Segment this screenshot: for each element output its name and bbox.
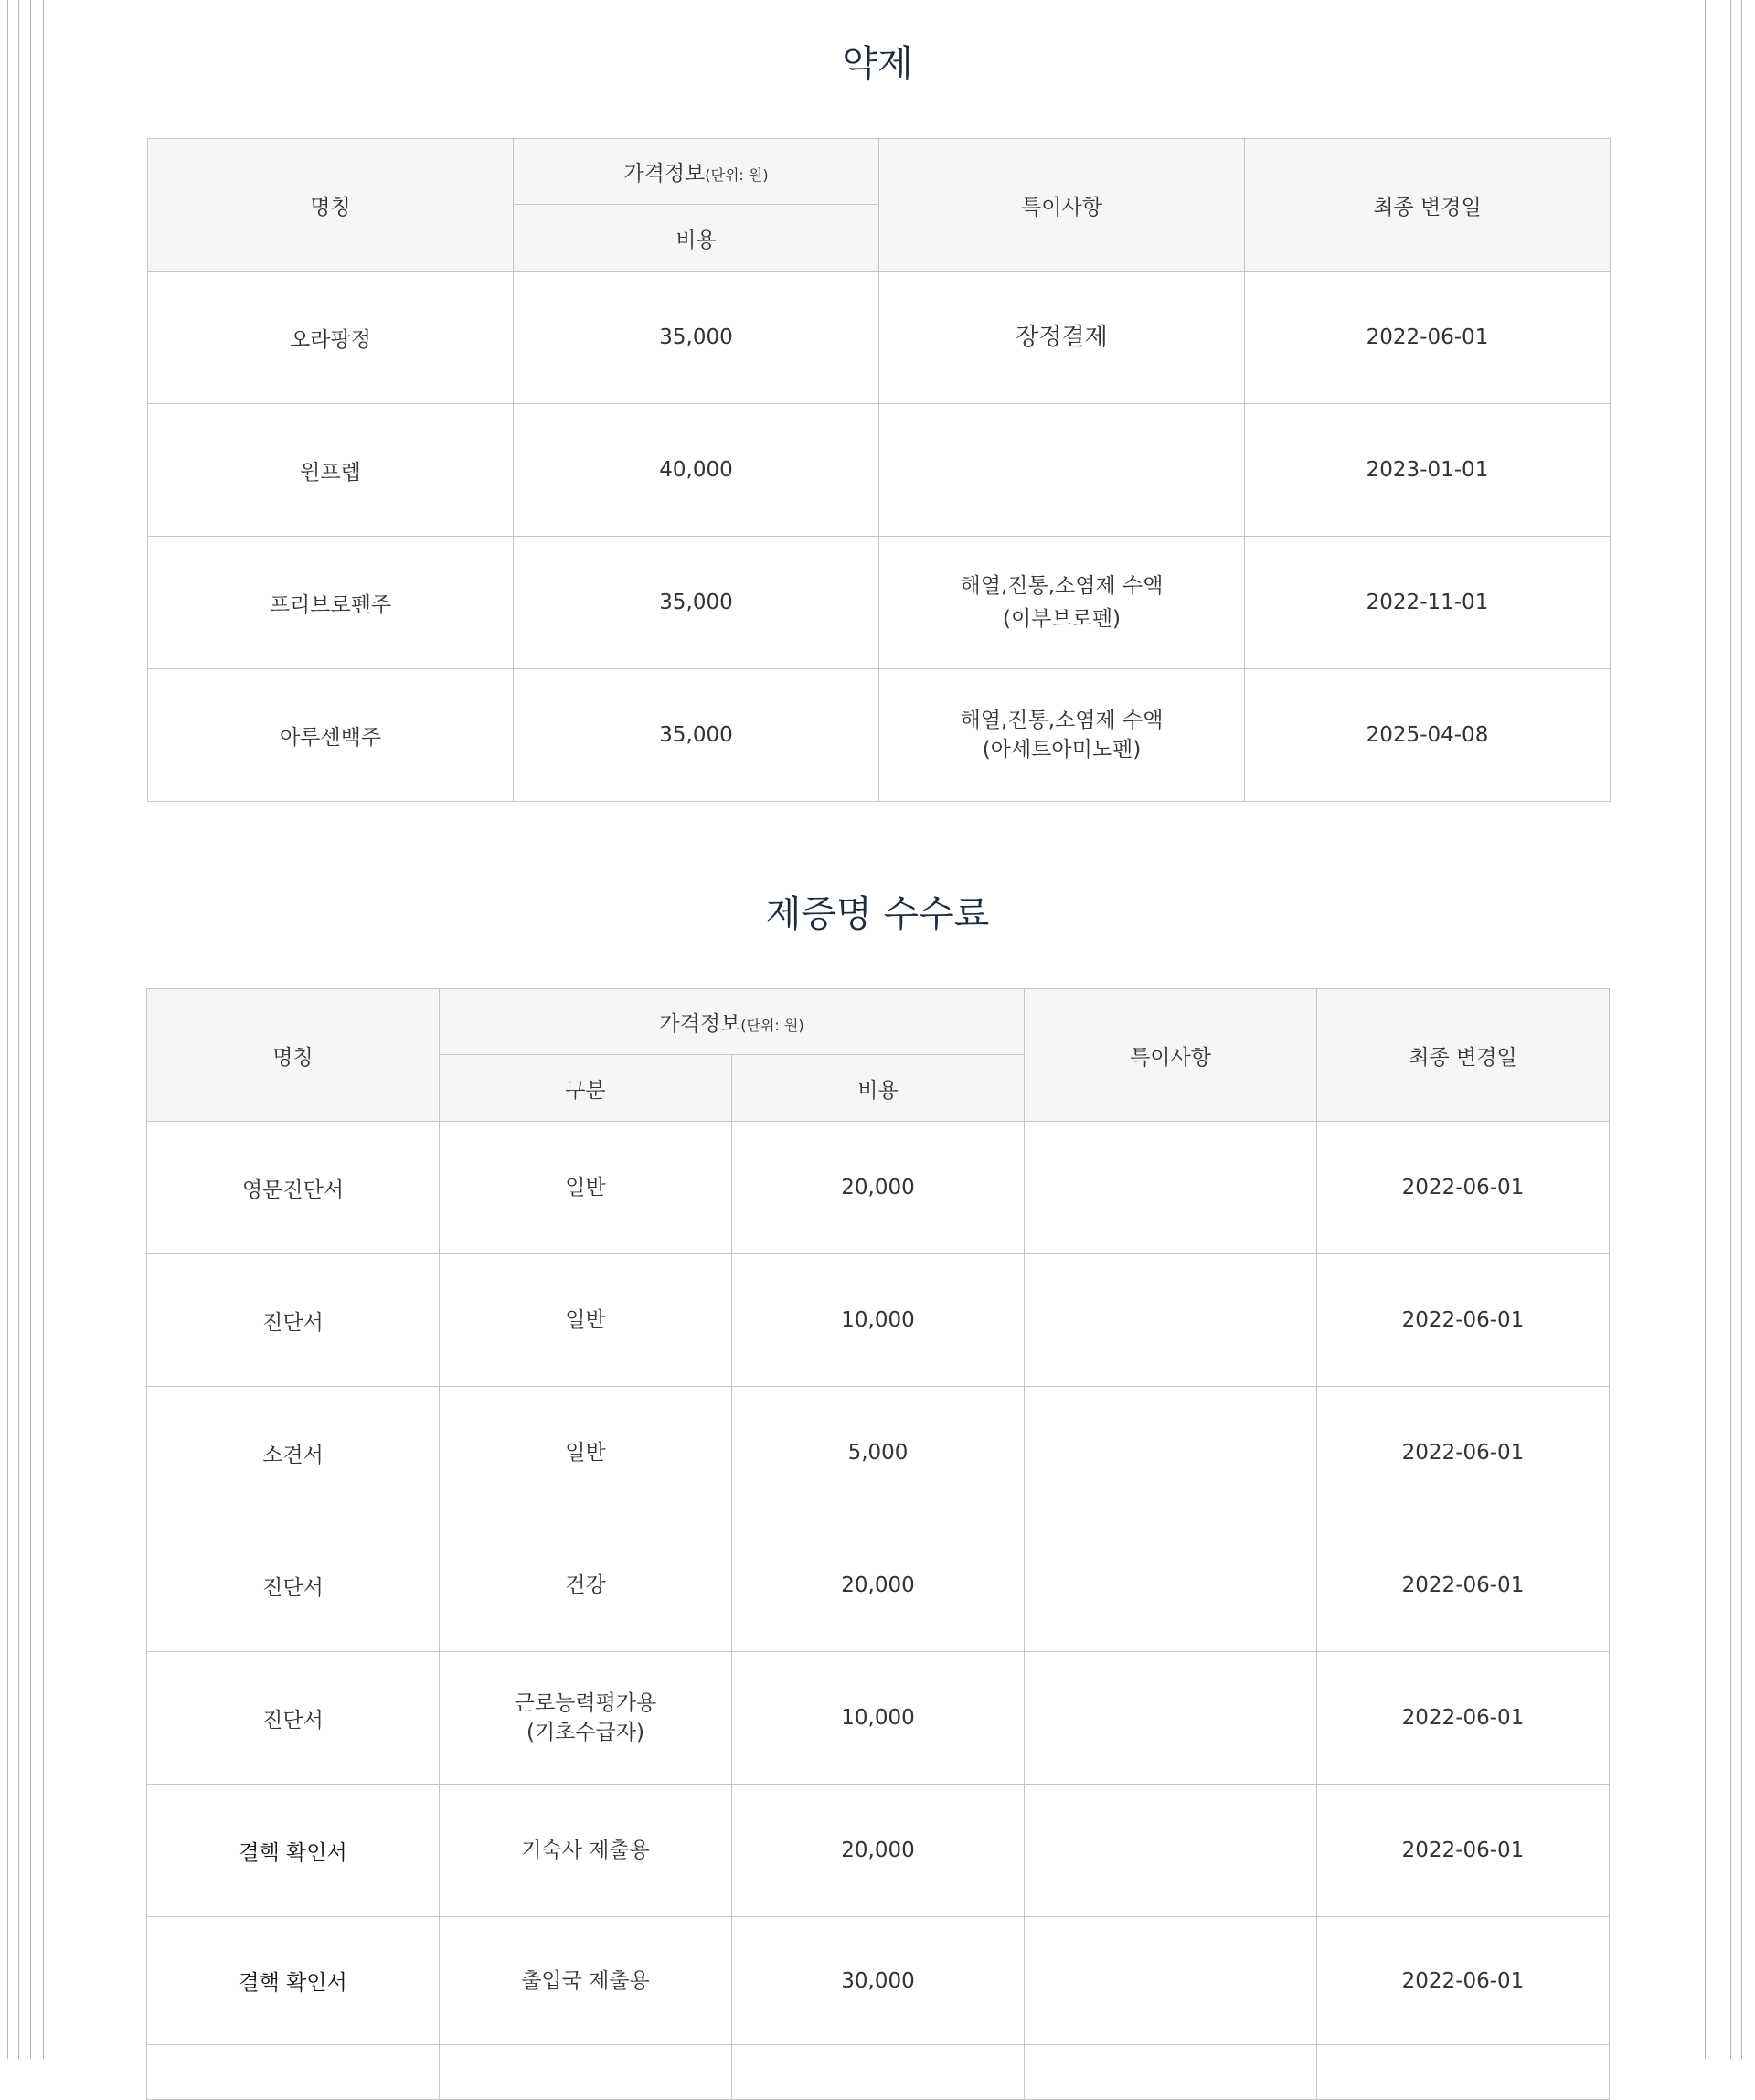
cell-name: 진단서 [147, 1519, 440, 1652]
page-border-line [18, 0, 19, 2059]
cell-updated: 2022-06-01 [1317, 1785, 1610, 1917]
cell-cost: 40,000 [514, 404, 879, 537]
header-note: 특이사항 [1025, 989, 1317, 1122]
medicine-section-title: 약제 [842, 43, 913, 85]
header-unit: (단위: 원) [705, 166, 769, 184]
cell-name: 결핵 확인서 [147, 1917, 440, 2045]
cell-note [1025, 1917, 1317, 2045]
header-price-info: 가격정보(단위: 원) [514, 139, 879, 205]
header-unit: (단위: 원) [740, 1017, 804, 1034]
table-row [147, 2045, 1610, 2100]
header-updated: 최종 변경일 [1245, 139, 1611, 272]
table-row [147, 1387, 1610, 1519]
table-row [147, 1254, 1610, 1387]
cell-name: 진단서 [147, 1652, 440, 1785]
cell-cost: 5,000 [732, 1387, 1025, 1519]
table-row [147, 1785, 1610, 1917]
cell-note: 해열,진통,소염제 수액 (아세트아미노펜) [879, 669, 1245, 802]
page-border-line [1705, 0, 1706, 2059]
header-updated: 최종 변경일 [1317, 989, 1610, 1122]
cell-updated: 2022-06-01 [1317, 1917, 1610, 2045]
cell-note [1025, 1785, 1317, 1917]
cell-note [1025, 2045, 1317, 2100]
page-border-line [1741, 0, 1742, 2059]
cell-updated: 2023-01-01 [1245, 404, 1611, 537]
cell-note [1025, 1254, 1317, 1387]
cell-name [147, 2045, 440, 2100]
cell-cost: 20,000 [732, 1785, 1025, 1917]
cell-updated: 2022-06-01 [1245, 272, 1611, 404]
cell-name: 결핵 확인서 [147, 1785, 440, 1917]
cell-name: 프리브로펜주 [148, 537, 514, 669]
cell-updated [1317, 2045, 1610, 2100]
header-note: 특이사항 [879, 139, 1245, 272]
cell-updated: 2022-06-01 [1317, 1652, 1610, 1785]
cell-note [1025, 1387, 1317, 1519]
cell-updated: 2022-11-01 [1245, 537, 1611, 669]
table-row [148, 404, 1611, 537]
cell-category: 출입국 제출용 [440, 1917, 732, 2045]
cell-cost: 30,000 [732, 1917, 1025, 2045]
table-row [147, 1122, 1610, 1254]
cell-category: 건강 [440, 1519, 732, 1652]
certificate-section-title: 제증명 수수료 [765, 893, 990, 935]
cell-cost: 35,000 [514, 669, 879, 802]
cell-updated: 2022-06-01 [1317, 1519, 1610, 1652]
cell-cost [732, 2045, 1025, 2100]
table-row [147, 1652, 1610, 1785]
cell-updated: 2022-06-01 [1317, 1254, 1610, 1387]
cell-cost: 10,000 [732, 1652, 1025, 1785]
cell-cost: 10,000 [732, 1254, 1025, 1387]
cell-name: 영문진단서 [147, 1122, 440, 1254]
cell-note [1025, 1519, 1317, 1652]
header-category: 구분 [440, 1055, 732, 1122]
cell-name: 진단서 [147, 1254, 440, 1387]
cell-note: 장정결제 [879, 272, 1245, 404]
cell-name: 오라팡정 [148, 272, 514, 404]
cell-cost: 35,000 [514, 272, 879, 404]
cell-updated: 2025-04-08 [1245, 669, 1611, 802]
certificate-fee-table [146, 988, 1610, 2100]
cell-cost: 35,000 [514, 537, 879, 669]
cell-category: 근로능력평가용 (기초수급자) [440, 1652, 732, 1785]
medicine-price-table [147, 138, 1611, 802]
header-name: 명칭 [147, 989, 440, 1122]
table-row [148, 272, 1611, 404]
header-cost: 비용 [514, 205, 879, 272]
cell-name: 아루센백주 [148, 669, 514, 802]
page-border-line [30, 0, 31, 2059]
header-cost: 비용 [732, 1055, 1025, 1122]
cell-note [1025, 1652, 1317, 1785]
page-border-line [43, 0, 44, 2059]
cell-category: 기숙사 제출용 [440, 1785, 732, 1917]
cell-note: 해열,진통,소염제 수액 (이부브로펜) [879, 537, 1245, 669]
cell-cost: 20,000 [732, 1122, 1025, 1254]
page-border-line [1730, 0, 1731, 2059]
header-name: 명칭 [148, 139, 514, 272]
table-row [147, 1917, 1610, 2045]
header-price-info: 가격정보(단위: 원) [440, 989, 1025, 1055]
table-row [147, 1519, 1610, 1652]
table-row [148, 669, 1611, 802]
cell-name: 원프렙 [148, 404, 514, 537]
cell-note [1025, 1122, 1317, 1254]
cell-category: 일반 [440, 1122, 732, 1254]
cell-name: 소견서 [147, 1387, 440, 1519]
cell-category: 일반 [440, 1387, 732, 1519]
table-row [148, 537, 1611, 669]
cell-updated: 2022-06-01 [1317, 1122, 1610, 1254]
cell-cost: 20,000 [732, 1519, 1025, 1652]
cell-note [879, 404, 1245, 537]
page-border-line [7, 0, 8, 2059]
cell-updated: 2022-06-01 [1317, 1387, 1610, 1519]
cell-category [440, 2045, 732, 2100]
cell-category: 일반 [440, 1254, 732, 1387]
